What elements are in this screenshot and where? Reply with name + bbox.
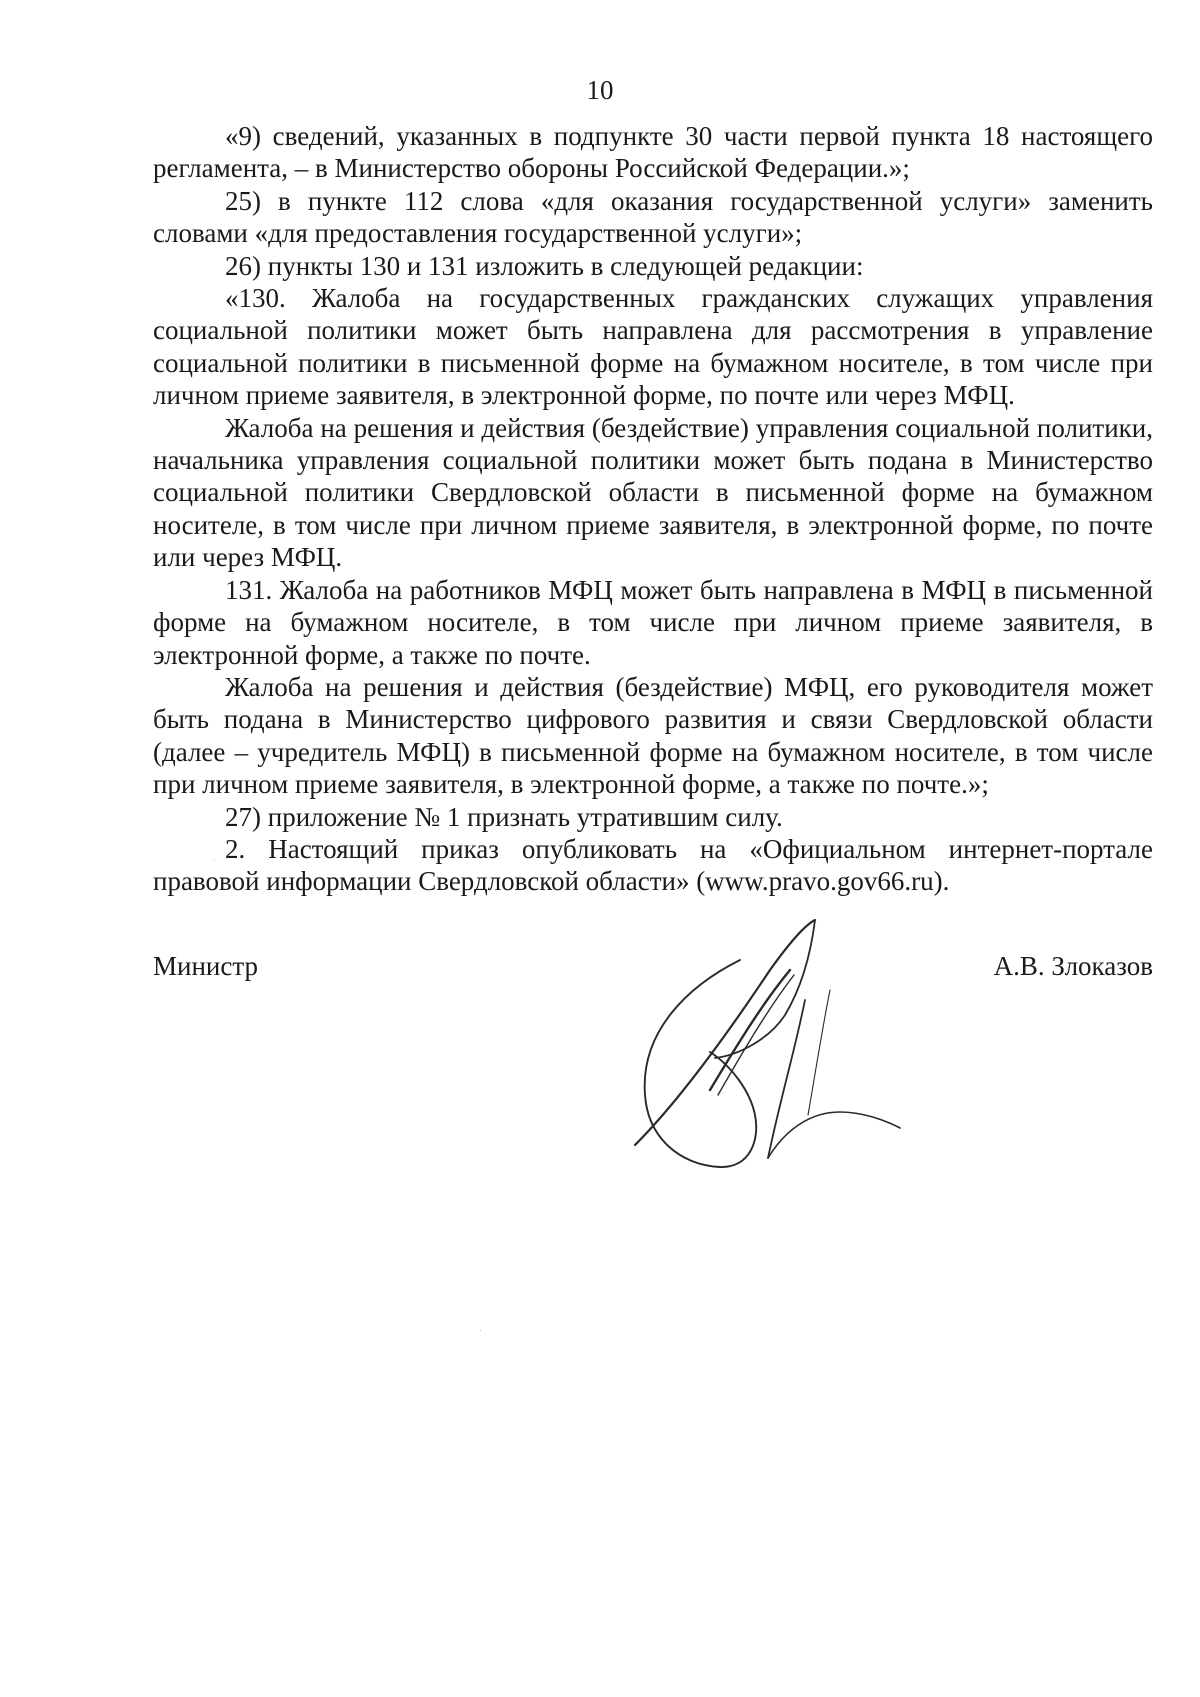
paragraph-clause-130-part-2: Жалоба на решения и действия (бездействие) управления социальной политики, начальника управления социальной политики может быть подана в Министерство социальной политики Свердловской области в письменной форме на бумажном носителе, в том числе при личном приеме заявителя, в электронной форме, по почте или через МФЦ. [153,412,1153,573]
paragraph-item-27: 27) приложение № 1 признать утратившим силу. [225,801,783,832]
paragraph-item-25: 25) в пункте 112 слова «для оказания государственной услуги» заменить словами «для предоставления государственной услуги»; [153,185,1153,249]
page-number: 10 [586,75,614,105]
paragraph-clause-131: 131. Жалоба на работников МФЦ может быть направлена в МФЦ в письменной форме на бумажном носителе, в том числе при личном приеме заявителя, в электронной форме, а также по почте. [153,574,1153,670]
paragraph-clause-130: «130. Жалоба на государственных гражданских служащих управления социальной политики может быть направлена для рассмотрения в управление социальной политики в письменной форме на бумажном носителе, в том числе при личном приеме заявителя, в электронной форме, по почте или через МФЦ. [153,283,1153,411]
signer-position: Министр [153,951,258,981]
document-body [153,120,1153,898]
scan-artifact-dot [480,1330,481,1331]
paragraph-point-2: 2. Настоящий приказ опубликовать на «Официальном интернет-портале правовой информации Свердловской области» (www.pravo.gov66.ru). [153,833,1153,897]
paragraph-item-26: 26) пункты 130 и 131 изложить в следующей редакции: [225,250,864,281]
paragraph-item-9: «9) сведений, указанных в подпункте 30 части первой пункта 18 настоящего регламента, – в Министерство обороны Российской Федерации.»; [153,121,1153,184]
scan-artifact-dot [214,860,215,861]
handwritten-signature-icon [600,880,920,1200]
paragraph-clause-131-part-2: Жалоба на решения и действия (бездействие) МФЦ, его руководителя может быть подана в Министерство цифрового развития и связи Свердловской области (далее – учредитель МФЦ) в письменной форме на бумажном носителе, в том числе при личном приеме заявителя, в электронной форме, а также по почте.»; [153,671,1153,800]
signer-name: А.В. Злоказов [993,951,1153,981]
